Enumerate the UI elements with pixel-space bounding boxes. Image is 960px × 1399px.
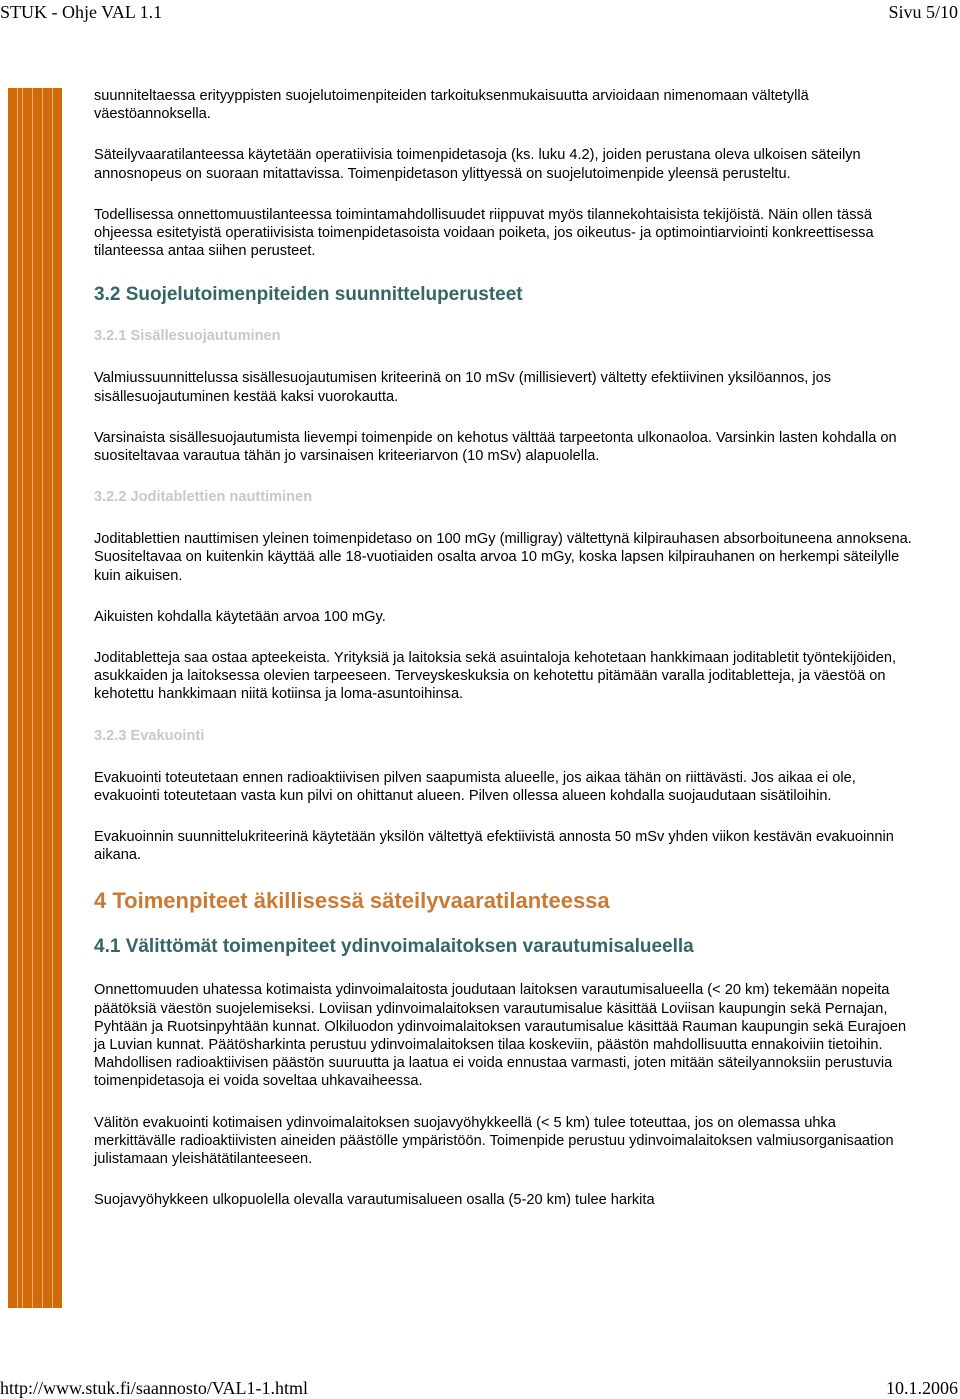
side-bar-stripe (17, 88, 18, 1308)
paragraph: Onnettomuuden uhatessa kotimaista ydinvoimalaitosta joudutaan laitoksen varautumisalueella (< 20 km) tekemään nopeita päätöksiä väestön suojelemiseksi. Loviisan ydinvoimalaitoksen varautumisalue käsittää Loviisan kaupungin sekä Pernajan, Pyhtään ja Ruotsinpyhtään kunnat. Olkiluodon ydinvoimalaitoksen varautumisalue käsittää Rauman kaupungin sekä Eurajoen ja Luvian kunnat. Päätösharkinta perustuu ydinvoimalaitoksen tilaa koskeviin, päästön mahdollisuutta ennakoiviin tietoihin. Mahdollisen radioaktiivisen päästön suuruutta ja laatua ei voida ennustaa varmasti, joten mitään säteilyannoksiin perustuvia toimenpidetasoja ei voida soveltaa uhkavaiheessa. (94, 982, 907, 1090)
paragraph: Välitön evakuointi kotimaisen ydinvoimalaitoksen suojavyöhykkeellä (< 5 km) tulee toteuttaa, jos on olemassa uhka merkittävälle radioaktiivisten aineiden päästölle ympäristöön. Toimenpide perustuu ydinvoimalaitoksen valmiusorganisaation julistamaan yleishätätilanteeseen. (94, 1114, 894, 1168)
paragraph: Valmiussuunnittelussa sisällesuojautumisen kriteerinä on 10 mSv (millisievert) vältetty efektiivinen yksilöannos, jos sisällesuojautuminen kestää kaksi vuorokautta. (94, 370, 832, 405)
side-bar-stripe (52, 88, 53, 1308)
chapter-heading-4: 4 Toimenpiteet äkillisessä säteilyvaaratilanteessa (94, 888, 610, 914)
paragraph: Suojavyöhykkeen ulkopuolella olevalla varautumisalueen osalla (5-20 km) tulee harkita (94, 1192, 655, 1209)
paragraph: Todellisessa onnettomuustilanteessa toimintamahdollisuudet riippuvat myös tilannekohtaisista tekijöistä. Näin ollen tässä ohjeessa esitetyistä operatiivisista toimenpidetasoista voidaan poiketa, jos oikeutus- ja optimointiarviointi konkreettisessa tilanteessa antaa siihen perusteet. (94, 206, 874, 260)
side-bar-stripe (42, 88, 43, 1308)
paragraph: Aikuisten kohdalla käytetään arvoa 100 mGy. (94, 608, 386, 625)
page-number: Sivu 5/10 (888, 2, 958, 22)
decorative-side-bar (8, 88, 62, 1308)
document-title: STUK - Ohje VAL 1.1 (0, 2, 163, 22)
paragraph: Evakuoinnin suunnittelukriteerinä käytetään yksilön vältettyä efektiivistä annosta 50 mSv yhden viikon kestävän evakuoinnin aikana. (94, 829, 894, 864)
subsection-heading-3-2-1: 3.2.1 Sisällesuojautuminen (94, 328, 281, 345)
footer-date: 10.1.2006 (886, 1378, 958, 1398)
paragraph: Joditablettien nauttimisen yleinen toimenpidetaso on 100 mGy (milligray) vältettynä kilpirauhasen absorboituneena annoksena. Suositeltavaa on kuitenkin käyttää alle 18-vuotiaiden osalta arvoa 10 mGy, koska lapsen kilpirauhanen on herkempi säteilylle kuin aikuisen. (94, 531, 912, 584)
paragraph: Säteilyvaaratilanteessa käytetään operatiivisia toimenpidetasoja (ks. luku 4.2), joiden perustana oleva ulkoisen säteilyn annosnopeus on suoraan mitattavissa. Toimenpidetason ylittyessä on suojelutoimenpide yleensä perusteltu. (94, 147, 861, 182)
paragraph: Joditabletteja saa ostaa apteekeista. Yrityksiä ja laitoksia sekä asuintaloja kehotetaan hankkimaan joditabletit työntekijöiden, asukkaiden ja laitoksessa olevien tarpeeseen. Terveyskeskuksia on kehotettu pitämään varalla joditabletteja, ja väestöä on kehotettu hankkimaan niitä kotiinsa ja loma-asuntoihinsa. (94, 650, 897, 703)
section-heading-4-1: 4.1 Välittömät toimenpiteet ydinvoimalaitoksen varautumisalueella (94, 936, 694, 958)
paragraph: suunniteltaessa erityyppisten suojelutoimenpiteiden tarkoituksenmukaisuutta arvioidaan nimenomaan vältetyllä väestöannoksella. (94, 88, 809, 123)
paragraph: Varsinaista sisällesuojautumista lievempi toimenpide on kehotus välttää tarpeetonta ulkonaoloa. Varsinkin lasten kohdalla on suositeltavaa varautua tähän jo varsinaisen kriteeriarvon (10 mSv) alapuolella. (94, 429, 897, 465)
paragraph: Evakuointi toteutetaan ennen radioaktiivisen pilven saapumista alueelle, jos aikaa tähän on riittävästi. Jos aikaa ei ole, evakuointi toteutetaan vasta kun pilvi on ohittanut alueen. Pilven ollessa alueen kohdalla suojaudutaan sisätiloihin. (94, 769, 856, 804)
subsection-heading-3-2-3: 3.2.3 Evakuointi (94, 727, 205, 744)
side-bar-stripe (32, 88, 33, 1308)
main-content (94, 87, 916, 1233)
footer-url: http://www.stuk.fi/saannosto/VAL1-1.html (0, 1378, 308, 1398)
section-heading-3-2: 3.2 Suojelutoimenpiteiden suunnitteluperusteet (94, 284, 523, 306)
subsection-heading-3-2-2: 3.2.2 Joditablettien nauttiminen (94, 489, 313, 506)
side-bar-stripe (22, 88, 23, 1308)
